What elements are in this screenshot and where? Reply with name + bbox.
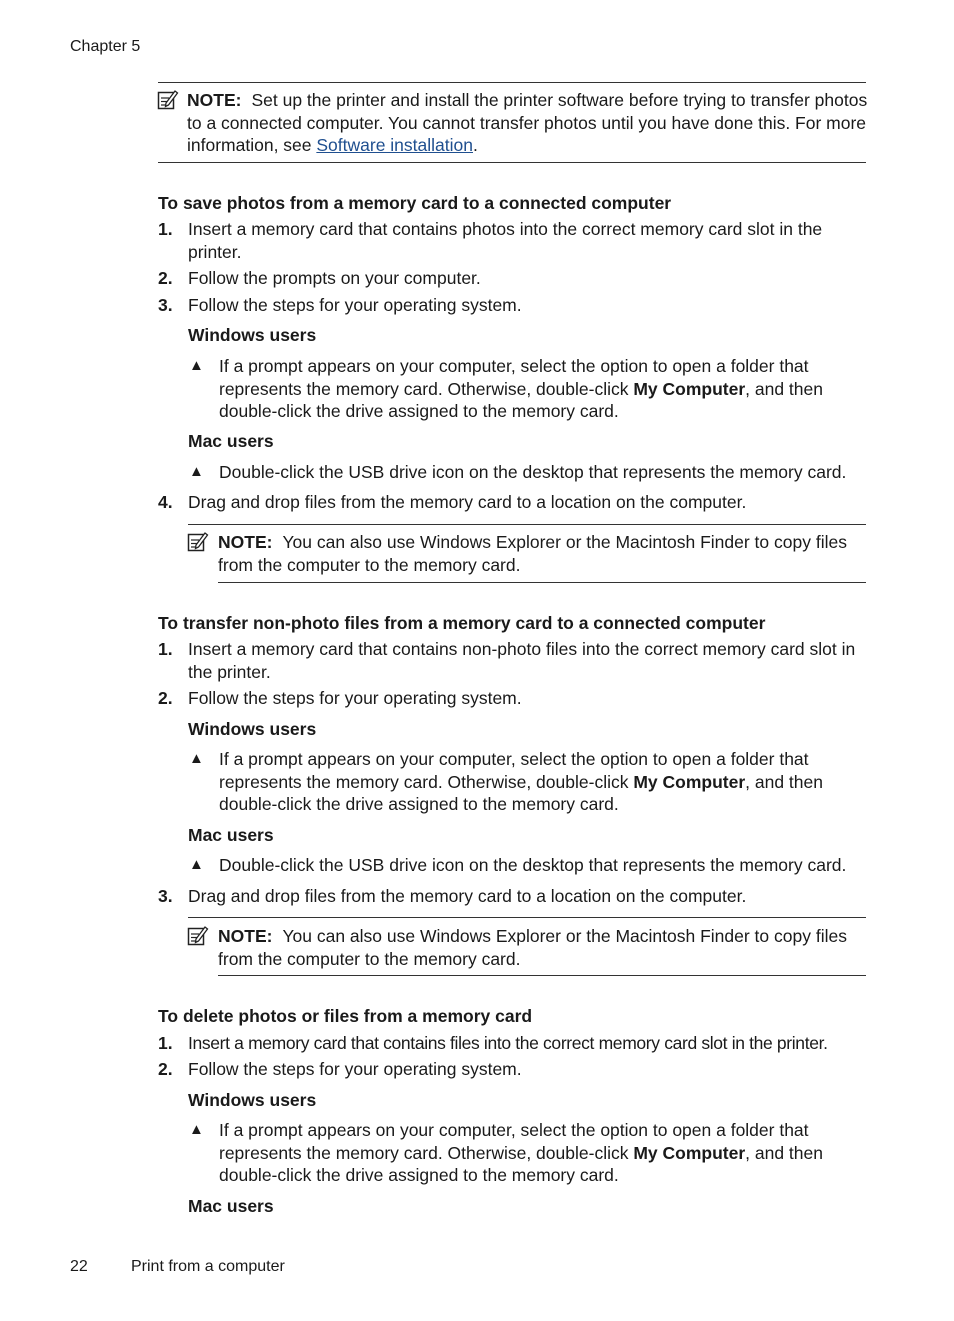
- mac-users-heading: Mac users: [188, 1196, 274, 1216]
- page-number: 22: [70, 1258, 88, 1275]
- note-icon: [187, 925, 209, 947]
- bullet-text-start: If a prompt appears on your computer, select the option to open a folder that represents the memory card. Otherwise, double-click: [219, 749, 809, 792]
- bullet-text: Double-click the USB drive icon on the desktop that represents the memory card.: [219, 462, 847, 482]
- bullet-text: [219, 748, 869, 816]
- bullet-text: Double-click the USB drive icon on the desktop that represents the memory card.: [219, 855, 847, 875]
- step-text: Insert a memory card that contains files into the correct memory card slot in the printer.: [188, 1033, 828, 1053]
- bullet-text: [219, 355, 869, 423]
- step-number: 4.: [158, 492, 173, 512]
- step-text: Insert a memory card that contains non-photo files into the correct memory card slot in the printer.: [188, 639, 856, 682]
- step-number: 3.: [158, 295, 173, 315]
- note-label: NOTE:: [218, 532, 273, 552]
- step-number: 2.: [158, 268, 173, 288]
- triangle-bullet-icon: ▲: [189, 856, 204, 873]
- note-text: You can also use Windows Explorer or the Macintosh Finder to copy files from the computer to the memory card.: [218, 926, 847, 969]
- bold-term: My Computer: [633, 1142, 746, 1163]
- section-heading: To delete photos or files from a memory card: [158, 1006, 533, 1026]
- footer-section-title: Print from a computer: [131, 1258, 285, 1275]
- bullet-text: [219, 1119, 869, 1187]
- step-number: 1.: [158, 219, 173, 239]
- note-icon: [187, 531, 209, 553]
- step-number: 2.: [158, 1059, 173, 1079]
- step-number: 3.: [158, 886, 173, 906]
- note-bottom-rule: [158, 162, 866, 163]
- step-number: 1.: [158, 639, 173, 659]
- windows-users-heading: Windows users: [188, 719, 317, 739]
- bold-term: My Computer: [633, 378, 746, 399]
- mac-users-heading: Mac users: [188, 825, 274, 845]
- section-heading: To save photos from a memory card to a connected computer: [158, 193, 672, 213]
- triangle-bullet-icon: ▲: [189, 750, 204, 767]
- section-heading: To transfer non-photo files from a memory card to a connected computer: [158, 613, 766, 633]
- note-text: Set up the printer and install the printer software before trying to transfer photos to a connected computer. You cannot transfer photos until you have done this. For more information, see: [187, 90, 868, 155]
- note-bottom-rule: [218, 582, 866, 583]
- step-text: Insert a memory card that contains photos into the correct memory card slot in the printer.: [188, 219, 823, 262]
- step-text: Follow the steps for your operating system.: [188, 295, 522, 315]
- step-number: 2.: [158, 688, 173, 708]
- triangle-bullet-icon: ▲: [189, 1121, 204, 1138]
- triangle-bullet-icon: ▲: [189, 357, 204, 374]
- note-bottom-rule: [218, 975, 866, 976]
- note-body: [218, 531, 870, 576]
- bullet-text-start: If a prompt appears on your computer, select the option to open a folder that represents the memory card. Otherwise, double-click: [219, 356, 809, 399]
- software-installation-link[interactable]: Software installation: [316, 135, 473, 155]
- note-top-rule: [188, 917, 866, 918]
- triangle-bullet-icon: ▲: [189, 463, 204, 480]
- bullet-text-end: , and then double-click the drive assigned to the memory card.: [219, 771, 823, 814]
- note-top-rule: [188, 524, 866, 525]
- windows-users-heading: Windows users: [188, 325, 317, 345]
- chapter-label: Chapter 5: [70, 38, 141, 55]
- note-text: You can also use Windows Explorer or the Macintosh Finder to copy files from the computer to the memory card.: [218, 532, 847, 575]
- note-body: [218, 925, 870, 970]
- note-label: NOTE:: [218, 926, 273, 946]
- bullet-text-end: , and then double-click the drive assigned to the memory card.: [219, 1142, 823, 1185]
- note-text-end: .: [473, 135, 478, 155]
- windows-users-heading: Windows users: [188, 1090, 317, 1110]
- note-label: NOTE:: [187, 90, 242, 110]
- mac-users-heading: Mac users: [188, 431, 274, 451]
- note-top-rule: [158, 82, 866, 83]
- note-body: [187, 89, 869, 157]
- bullet-text-end: , and then double-click the drive assigned to the memory card.: [219, 378, 823, 421]
- bold-term: My Computer: [633, 771, 746, 792]
- step-number: 1.: [158, 1033, 173, 1053]
- step-text: Drag and drop files from the memory card to a location on the computer.: [188, 492, 747, 512]
- note-icon: [157, 89, 179, 111]
- bullet-text-start: If a prompt appears on your computer, select the option to open a folder that represents the memory card. Otherwise, double-click: [219, 1120, 809, 1163]
- step-text: Follow the steps for your operating system.: [188, 688, 522, 708]
- step-text: Follow the steps for your operating system.: [188, 1059, 522, 1079]
- step-text: Drag and drop files from the memory card to a location on the computer.: [188, 886, 747, 906]
- step-text: Follow the prompts on your computer.: [188, 268, 481, 288]
